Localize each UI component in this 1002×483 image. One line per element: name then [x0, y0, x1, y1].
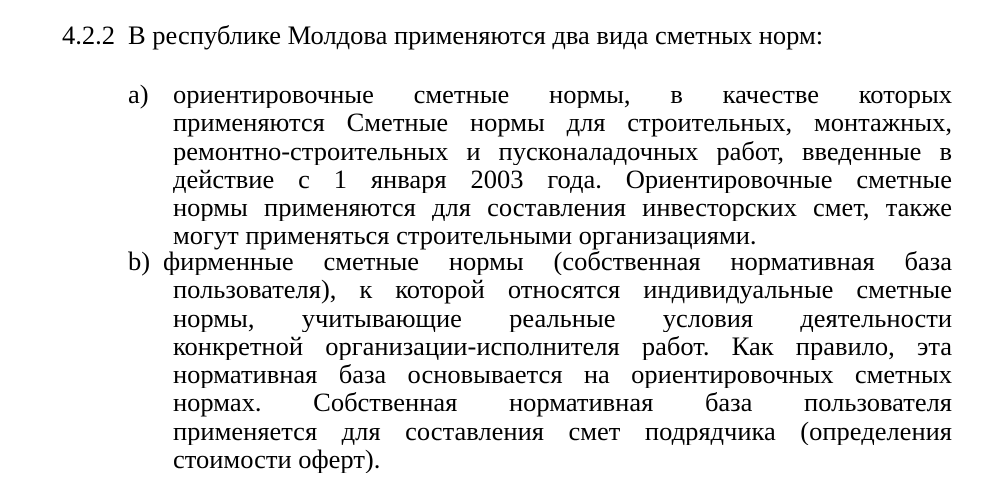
text-line: применяется для составления смет подрядчика (определения [173, 416, 952, 446]
text-line: нормативная база основывается на ориентировочных сметных [173, 360, 952, 389]
list-item-label: a) [128, 79, 149, 109]
text-line: нормах. Собственная нормативная база пользователя [173, 388, 952, 417]
list-item-text [173, 80, 952, 250]
list-item-b [128, 247, 952, 473]
text-line: стоимости оферт). [173, 445, 381, 474]
text-line: ориентировочные сметные нормы, в качестве которых [173, 80, 952, 109]
list-item-a [128, 80, 952, 250]
list-item-label: b) [128, 246, 151, 276]
section-heading-text: В республике Молдова применяются два вида сметных норм: [128, 20, 824, 50]
text-line: нормы, учитывающие реальные условия деятельности [173, 303, 952, 332]
text-line: действие с 1 января 2003 года. Ориентировочные сметные [173, 164, 952, 194]
text-line: могут применяться строительными организациями. [173, 221, 757, 250]
text-line: нормы применяются для составления инвесторских смет, также [173, 193, 952, 222]
text-line: применяются Сметные нормы для строительных, монтажных, [173, 108, 952, 137]
text-line: пользователя), к которой относятся индивидуальные сметные [173, 275, 952, 304]
list-item-text [163, 247, 952, 474]
text-line: конкретной организации-исполнителя работ. Как правило, эта [173, 331, 952, 361]
text-line: ремонтно-строительных и пусконаладочных работ, введенные в [173, 136, 952, 165]
text-line: фирменные сметные нормы (собственная нормативная база [163, 247, 952, 276]
section-heading [62, 18, 823, 52]
section-number: 4.2.2 [62, 20, 115, 50]
